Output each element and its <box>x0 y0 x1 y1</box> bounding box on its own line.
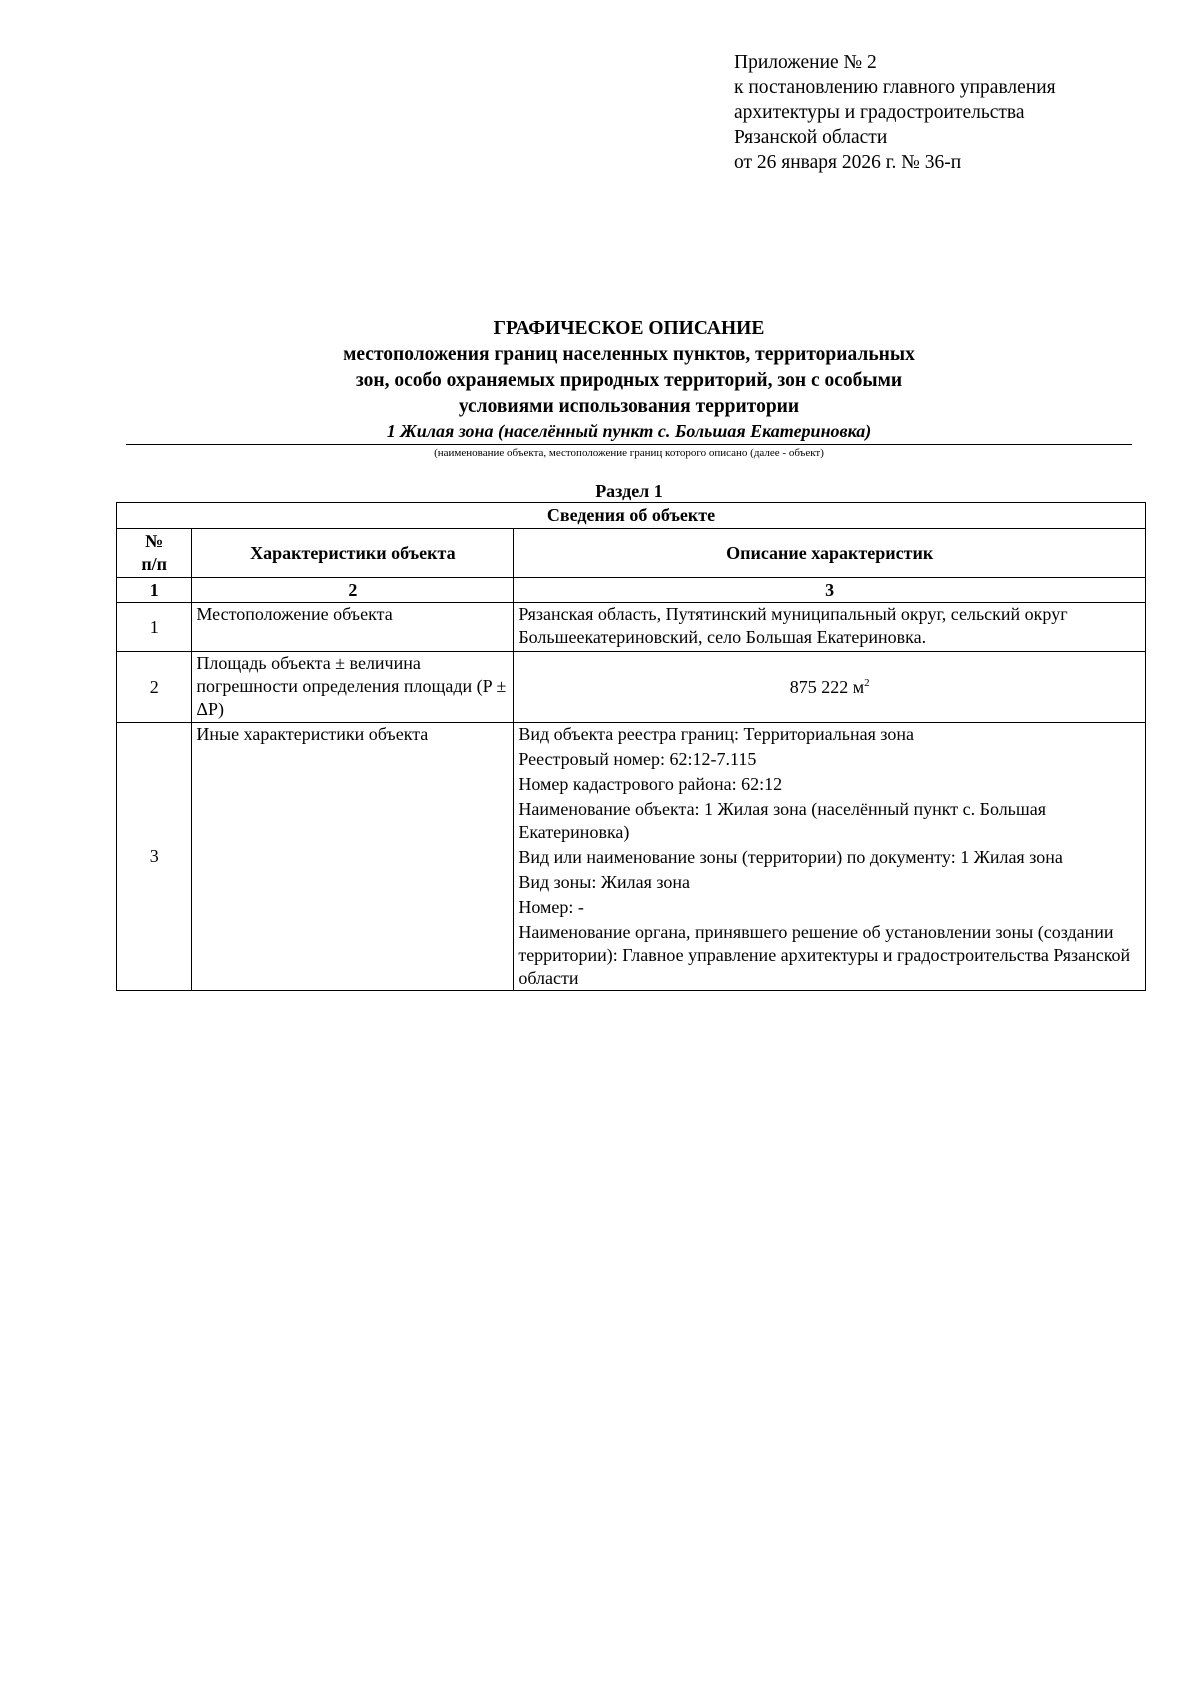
table-column-numbers-row <box>117 578 1146 603</box>
document-subtitle-line: зон, особо охраняемых природных территорий, зон с особыми <box>355 370 903 391</box>
row-description-list <box>514 723 1146 991</box>
document-title: ГРАФИЧЕСКОЕ ОПИСАНИЕ <box>493 318 765 339</box>
table-title-row <box>117 503 1146 529</box>
section-title: Раздел 1 <box>595 481 663 501</box>
appendix-reference <box>734 50 1056 175</box>
table-header-row <box>117 529 1146 578</box>
document-subtitle-line: местоположения границ населенных пунктов, территориальных <box>343 344 915 365</box>
description-line: Номер кадастрового района: 62:12 <box>518 774 783 794</box>
table-row <box>117 723 1146 991</box>
appendix-line: архитектуры и градостроительства <box>734 102 1025 123</box>
description-line: Наименование объекта: 1 Жилая зона (населённый пункт с. Большая Екатериновка) <box>518 799 1047 842</box>
document-subtitle-line: условиями использования территории <box>458 396 800 417</box>
row-characteristic: Иные характеристики объекта <box>192 723 514 991</box>
row-description: Рязанская область, Путятинский муниципальный округ, сельский округ Большеекатериновский, село Большая Екатериновка. <box>514 603 1146 652</box>
appendix-line: к постановлению главного управления <box>734 77 1056 98</box>
appendix-line: Приложение № 2 <box>734 52 877 73</box>
header-number <box>117 529 192 578</box>
table-title: Сведения об объекте <box>117 503 1146 529</box>
table-row <box>117 652 1146 723</box>
area-value: 875 222 м <box>789 676 865 697</box>
object-name-caption: (наименование объекта, местоположение границ которого описано (далее - объект) <box>434 447 824 459</box>
description-line: Реестровый номер: 62:12-7.115 <box>518 749 757 769</box>
row-number: 1 <box>117 603 192 652</box>
column-number: 3 <box>514 578 1146 603</box>
row-description-area <box>514 652 1146 723</box>
header-number-line: № <box>145 531 164 551</box>
document-title-block <box>126 316 1132 460</box>
object-name: 1 Жилая зона (населённый пункт с. Большая Екатериновка) <box>126 420 1132 445</box>
row-number: 2 <box>117 652 192 723</box>
column-number: 2 <box>192 578 514 603</box>
object-info-table <box>116 502 1146 991</box>
description-line: Вид объекта реестра границ: Территориальная зона <box>518 724 915 744</box>
header-characteristics: Характеристики объекта <box>192 529 514 578</box>
description-line: Вид зоны: Жилая зона <box>518 872 690 892</box>
appendix-line: от 26 января 2026 г. № 36-п <box>734 152 962 173</box>
appendix-line: Рязанской области <box>734 127 888 148</box>
description-line: Наименование органа, принявшего решение об установлении зоны (создании территории): Главное управление архитектуры и градостроительства Рязанской области <box>518 922 1131 988</box>
area-unit-exponent: 2 <box>864 676 870 689</box>
description-line: Вид или наименование зоны (территории) по документу: 1 Жилая зона <box>518 847 1063 867</box>
description-line: Номер: - <box>518 897 584 917</box>
header-description: Описание характеристик <box>514 529 1146 578</box>
column-number: 1 <box>117 578 192 603</box>
row-characteristic: Площадь объекта ± величина погрешности определения площади (P ± ΔP) <box>192 652 514 723</box>
header-number-line: п/п <box>141 554 168 574</box>
table-row <box>117 603 1146 652</box>
row-number: 3 <box>117 723 192 991</box>
row-characteristic: Местоположение объекта <box>192 603 514 652</box>
